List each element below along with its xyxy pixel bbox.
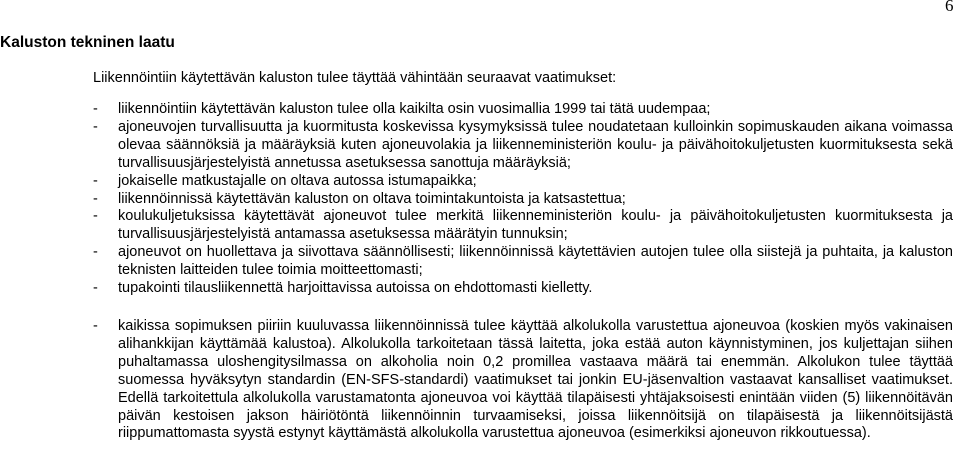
list-item: [93, 101, 953, 119]
list-item: [93, 280, 953, 298]
list-item-text: kaikissa sopimuksen piiriin kuuluvassa liikennöinnissä tulee käyttää alkolukolla varustettua ajoneuvoa (koskien myös vakinaisen alihankkijan käyttämää kalustoa). Alkolukolla tarkoitetaan tässä laitetta, joka estää auton käynnistyminen, jos kuljettajan siihen puhaltamassa uloshengitysilmassa on alkoholia noin 0,2 promillea vastaava määrä tai enemmän. Alkolukon tulee täyttää suomessa hyväksytyn standardin (EN-SFS-standardi) vaatimukset tai jonkin EU-jäsenvaltion vastaavat kansalliset vaatimukset. Edellä tarkoitettula alkolukolla varustamatonta ajoneuvoa voi käyttää tilapäisesti yhtäjaksoisesti enintään viiden (5) liikennöitävän päivän kestoisen jakson häiriötöntä liikennöinnin turvaamiseksi, joissa liikennöitsijä on tilapäisestä ja liikennöitsijästä riippumattomasta syystä estynyt käyttämästä alkolukolla varustettua ajoneuvoa (esimerkiksi ajoneuvon rikkoutuessa).: [118, 318, 953, 442]
list-item: [93, 244, 953, 280]
list-dash: -: [93, 101, 98, 117]
list-item-text: koulukuljetuksissa käytettävät ajoneuvot tulee merkitä liikenneministeriön koulu- ja päivähoitokuljetusten kuormituksesta ja turvallisuusjärjestelyistä antamassa asetuksessa määrätyin tunnuksin;: [118, 208, 953, 243]
page-number: 6: [945, 0, 954, 15]
list-dash: -: [93, 244, 98, 261]
intro-paragraph: Liikennöintiin käytettävän kaluston tulee täyttää vähintään seuraavat vaatimukset:: [93, 70, 617, 86]
section-heading: Kaluston tekninen laatu: [0, 34, 175, 51]
list-item-text: ajoneuvojen turvallisuutta ja kuormitusta koskevissa kysymyksissä tulee noudatetaan kulloinkin sopimuskauden aikana voimassa olevaa säännöksiä ja määräyksiä kuten ajoneuvolakia ja liikenneministeriön koulu- ja päivähoitokuljetusten kuormituksesta sekä turvallisuusjärjestelyistä annetussa asetuksessa sanottuja määräyksiä;: [118, 118, 953, 171]
list-dash: -: [93, 190, 98, 207]
requirements-list: [93, 101, 953, 298]
list-dash: -: [93, 318, 98, 334]
list-item: [93, 173, 953, 191]
list-item: [93, 119, 953, 173]
list-item-text: liikennöinnissä käytettävän kaluston on oltava toimintakuntoista ja katsastettua;: [118, 190, 626, 207]
list-item: [93, 318, 953, 443]
list-dash: -: [93, 172, 98, 189]
list-item-text: ajoneuvot on huollettava ja siivottava säännöllisesti; liikennöinnissä käytettävien autojen tulee olla siistejä ja puhtaita, ja kaluston teknisten laitteiden tulee toimia moitteettomasti;: [118, 244, 953, 279]
list-item-text: jokaiselle matkustajalle on oltava autossa istumapaikka;: [118, 172, 477, 189]
list-dash: -: [93, 118, 98, 135]
list-item-text: tupakointi tilausliikennettä harjoittavissa autoissa on ehdottomasti kielletty.: [118, 280, 593, 297]
alcolock-list: [93, 318, 953, 443]
list-item: [93, 191, 953, 209]
list-item: [93, 208, 953, 244]
list-item-text: liikennöintiin käytettävän kaluston tulee olla kaikilta osin vuosimallia 1999 tai tätä uudempaa;: [118, 101, 711, 117]
list-dash: -: [93, 208, 98, 225]
list-dash: -: [93, 280, 98, 297]
